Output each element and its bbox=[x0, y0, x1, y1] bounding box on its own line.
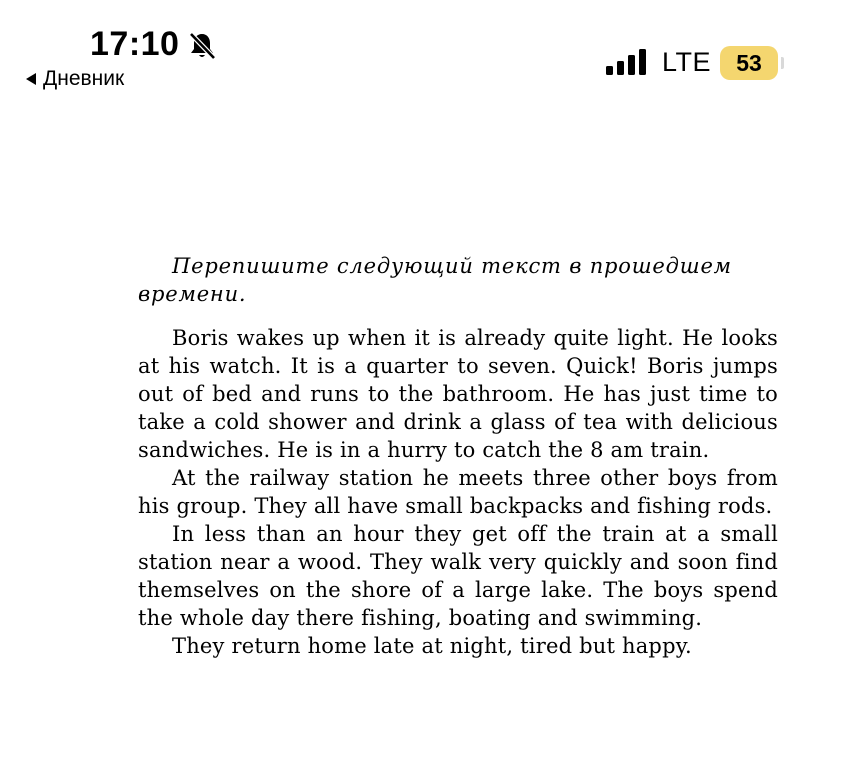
status-bar bbox=[0, 0, 850, 100]
text-paragraph: At the railway station he meets three other boys from his group. They all have small backpacks and fishing rods. bbox=[138, 466, 778, 518]
bell-slash-icon bbox=[186, 30, 218, 62]
exercise-instruction: Перепишите следующий текст в прошедшем времени. bbox=[138, 254, 732, 306]
status-time: 17:10 bbox=[90, 25, 180, 63]
battery-indicator: 53 bbox=[720, 46, 778, 80]
text-paragraph: They return home late at night, tired but happy. bbox=[172, 634, 692, 658]
network-type: LTE bbox=[662, 47, 712, 77]
back-arrow-icon bbox=[26, 73, 36, 85]
textbook-page bbox=[138, 252, 778, 660]
text-paragraph: In less than an hour they get off the train at a small station near a wood. They walk very quickly and soon find themselves on the shore of a large lake. The boys spend the whole day there fishing, boating and swimming. bbox=[138, 522, 778, 630]
back-label: Дневник bbox=[43, 67, 125, 90]
cellular-signal-icon bbox=[606, 49, 648, 75]
text-paragraph: Boris wakes up when it is already quite light. He looks at his watch. It is a quarter to seven. Quick! Boris jumps out of bed and runs to the bathroom. He has just time to take a cold shower and drink a glass of tea with delicious sandwiches. He is in a hurry to catch the 8 am train. bbox=[138, 326, 778, 462]
battery-cap-icon bbox=[781, 57, 784, 69]
back-button[interactable] bbox=[26, 66, 124, 92]
